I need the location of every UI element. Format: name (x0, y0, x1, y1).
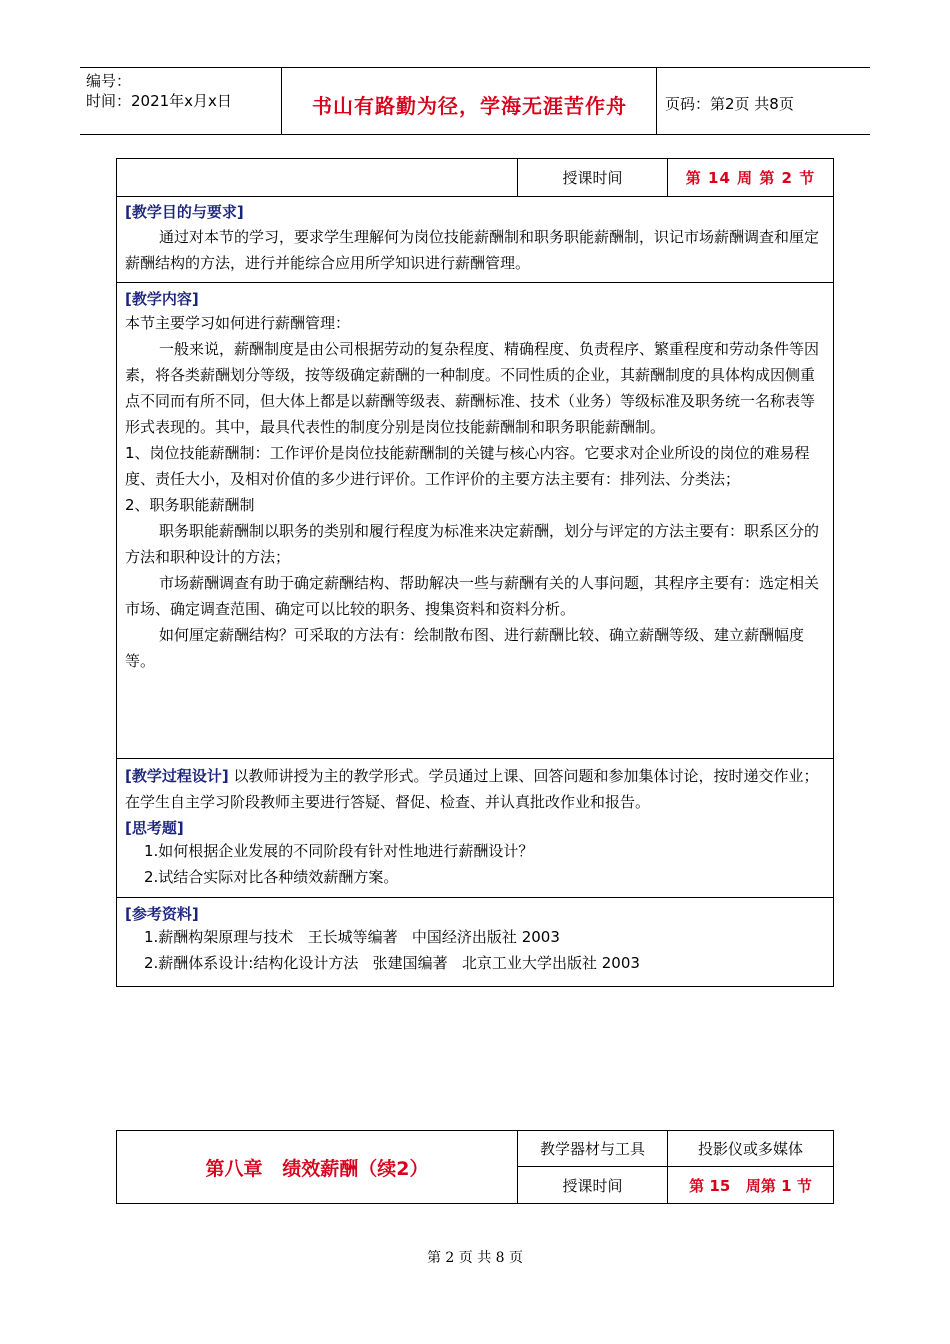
references-heading: [参考资料] (125, 905, 199, 923)
goals-text: 通过对本节的学习，要求学生理解何为岗位技能薪酬制和职务职能薪酬制，识记市场薪酬调查和厘定薪酬结构的方法，进行并能综合应用所学知识进行薪酬管理。 (125, 228, 820, 272)
goals-section (117, 197, 833, 283)
chapter-title: 第八章 绩效薪酬（续2） (205, 1157, 429, 1180)
header-bottom-rule (80, 134, 870, 135)
process-block (125, 763, 825, 815)
header-divider-left (281, 67, 282, 135)
content-paragraph-1: 一般来说，薪酬制度是由公司根据劳动的复杂程度、精确程度、负责程序、繁重程度和劳动条件等因素，将各类薪酬划分等级，按等级确定薪酬的一种制度。不同性质的企业，其薪酬制度的具体构成因侧重点不同而有所不同，但大体上都是以薪酬等级表、薪酬标准、技术（业务）等级标准及职务统一名称表等形式表现的。其中，最具代表性的制度分别是岗位技能薪酬制和职务职能薪酬制。 (125, 340, 820, 436)
question-item-2: 2.试结合实际对比各种绩效薪酬方案。 (144, 868, 399, 886)
content-paragraph-5: 市场薪酬调查有助于确定薪酬结构、帮助解决一些与薪酬有关的人事问题，其程序主要有：选定相关市场、确定调查范围、确定可以比较的职务、搜集资料和资料分析。 (125, 574, 820, 618)
process-section (117, 759, 833, 898)
references-section (117, 898, 833, 986)
process-text: 以教师讲授为主的教学形式。学员通过上课、回答问题和参加集体讨论，按时递交作业；在学生自主学习阶段教师主要进行答疑、督促、检查、并认真批改作业和报告。 (125, 767, 819, 811)
header-motto: 书山有路勤为径，学海无涯苦作舟 (312, 94, 627, 118)
lesson-time-label: 授课时间 (517, 159, 667, 196)
next-time-value: 第 15 周第 1 节 (667, 1167, 833, 1203)
next-lesson-table (116, 1130, 834, 1204)
process-heading: [教学过程设计] (125, 767, 229, 785)
lesson-table (116, 158, 834, 987)
question-item-1: 1.如何根据企业发展的不同阶段有针对性地进行薪酬设计？ (144, 842, 534, 860)
doc-time-label: 时间：2021年x月x日 (86, 92, 232, 110)
content-paragraph-3: 2、职务职能薪酬制 (125, 496, 255, 514)
goals-heading: [教学目的与要求] (125, 203, 244, 221)
content-paragraph-2: 1、岗位技能薪酬制：工作评价是岗位技能薪酬制的关键与核心内容。它要求对企业所设的岗位的难易程度、责任大小，及相对价值的多少进行评价。工作评价的主要方法主要有：排列法、分类法； (125, 444, 810, 488)
content-intro: 本节主要学习如何进行薪酬管理： (125, 314, 351, 332)
content-paragraph-4: 职务职能薪酬制以职务的类别和履行程度为标准来决定薪酬，划分与评定的方法主要有：职系区分的方法和职种设计的方法； (125, 522, 820, 566)
content-section (117, 283, 833, 759)
content-heading: [教学内容] (125, 290, 199, 308)
header-divider-right (656, 67, 657, 135)
next-time-label: 授课时间 (517, 1167, 667, 1203)
content-paragraph-6: 如何厘定薪酬结构？可采取的方法有：绘制散布图、进行薪酬比较、确立薪酬等级、建立薪酬幅度等。 (125, 626, 805, 670)
lesson-time-row (117, 159, 833, 197)
header-left-block (86, 71, 232, 111)
reference-item-2: 2.薪酬体系设计:结构化设计方法 张建国编著 北京工业大学出版社 2003 (144, 954, 640, 972)
page-footer: 第 2 页 共 8 页 (426, 1250, 524, 1266)
equipment-value: 投影仪或多媒体 (667, 1131, 833, 1167)
equipment-label: 教学器材与工具 (517, 1131, 667, 1167)
doc-code-label: 编号： (86, 72, 132, 90)
header-page-info: 页码：第2页 共8页 (665, 95, 794, 113)
questions-heading: [思考题] (125, 819, 184, 837)
header-top-rule (80, 67, 870, 68)
lesson-time-value: 第 14 周 第 2 节 (667, 159, 833, 196)
reference-item-1: 1.薪酬构架原理与技术 王长城等编著 中国经济出版社 2003 (144, 928, 560, 946)
